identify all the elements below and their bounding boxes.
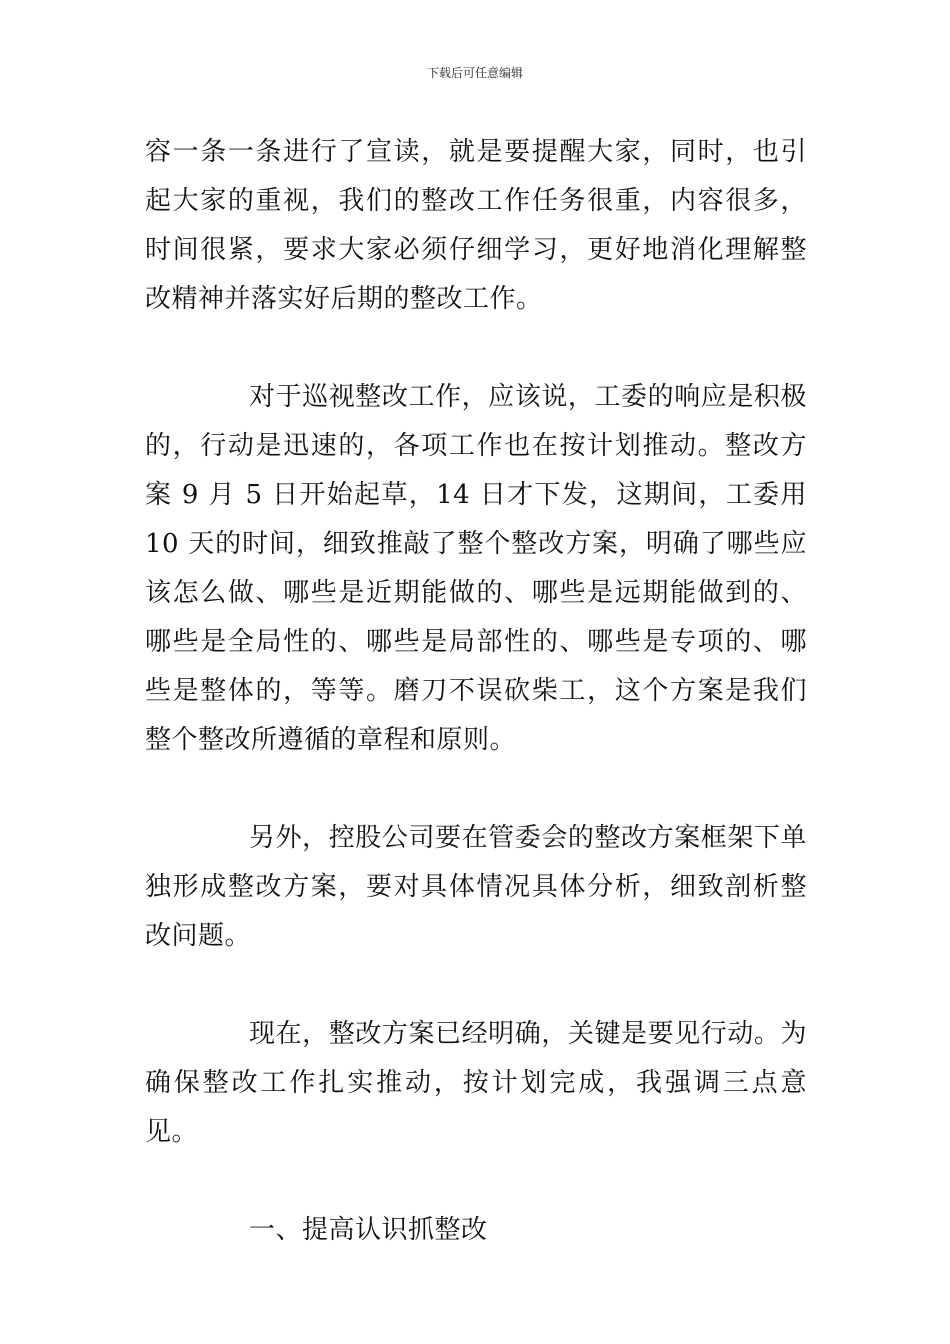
paragraph-inspection-rectification: 对于巡视整改工作，应该说，工委的响应是积极的，行动是迅速的，各项工作也在按计划推动。整改方案 9 月 5 日开始起草，14 日才下发，这期间，工委用 10 天的时间，细致推敲了整个整改方案，明确了哪些应该怎么做、哪些是近期能做的、哪些是远期能做到的、哪些是全局性的、哪些是局部性的、哪些是专项的、哪些是整体的，等等。磨刀不误砍柴工，这个方案是我们整个整改所遵循的章程和原则。 (145, 382, 807, 755)
section-heading-one: 一、提高认识抓整改 (249, 1215, 488, 1245)
paragraph-holding-company: 另外，控股公司要在管委会的整改方案框架下单独形成整改方案，要对具体情况具体分析，细致剖析整改问题。 (145, 823, 807, 951)
paragraph-continued: 容一条一条进行了宣读，就是要提醒大家，同时，也引起大家的重视，我们的整改工作任务很重，内容很多，时间很紧，要求大家必须仔细学习，更好地消化理解整改精神并落实好后期的整改工作。 (145, 137, 807, 314)
document-body (145, 128, 807, 1255)
paragraph-action: 现在，整改方案已经明确，关键是要见行动。为确保整改工作扎实推动，按计划完成，我强调三点意见。 (145, 1019, 807, 1147)
page-header: 下载后可任意编辑 (426, 66, 523, 80)
